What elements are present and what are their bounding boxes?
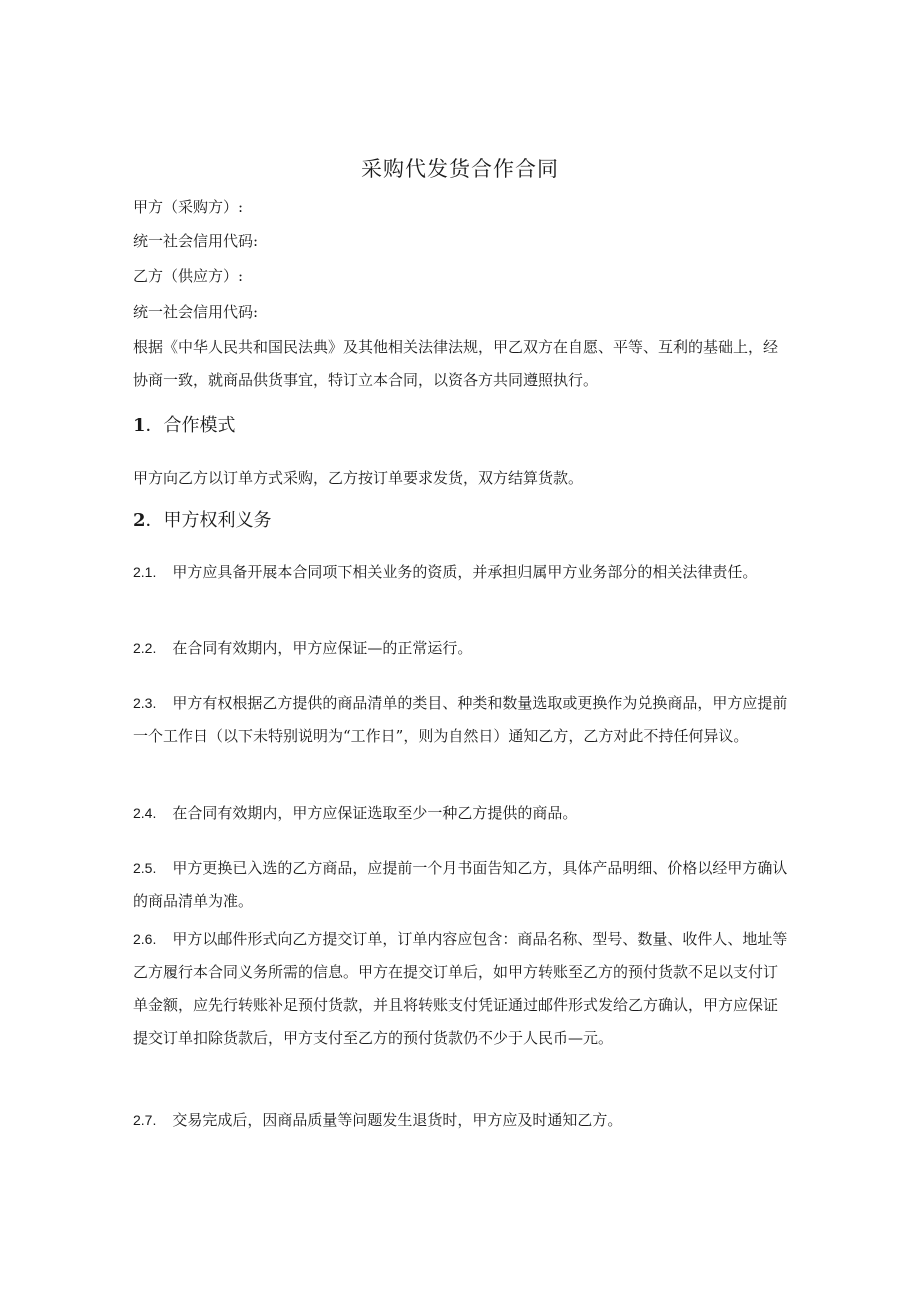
clause-2-2 xyxy=(133,632,788,665)
clause-text: 甲方更换已入选的乙方商品，应提前一个月书面告知乙方，具体产品明细、价格以经甲方确认的商品清单为准。 xyxy=(133,859,788,910)
clause-number: 2.6. xyxy=(133,931,157,947)
clause-text: 在合同有效期内，甲方应保证—的正常运行。 xyxy=(172,639,473,657)
clause-text: 交易完成后，因商品质量等问题发生退货时，甲方应及时通知乙方。 xyxy=(172,1111,623,1129)
credit-code-b-label: 统一社会信用代码: xyxy=(133,303,259,321)
clause-2-6 xyxy=(133,923,788,1055)
document-title: 采购代发货合作合同 xyxy=(361,157,559,181)
section-1-title: ．合作模式 xyxy=(145,415,236,436)
clause-number: 2.3. xyxy=(133,695,157,711)
party-b-label: 乙方（供应方）: xyxy=(133,267,244,285)
section-1-body: 甲方向乙方以订单方式采购，乙方按订单要求发货，双方结算货款。 xyxy=(133,469,584,487)
clause-2-5 xyxy=(133,852,788,918)
clause-2-1 xyxy=(133,556,788,589)
clause-number: 2.4. xyxy=(133,805,157,821)
clause-2-7 xyxy=(133,1104,788,1137)
section-1-heading xyxy=(133,413,793,439)
section-2-title: ．甲方权利义务 xyxy=(145,510,272,531)
credit-code-a-label: 统一社会信用代码: xyxy=(133,232,259,250)
party-a-label: 甲方（采购方）: xyxy=(133,198,244,216)
section-1-number: 1 xyxy=(133,415,146,436)
clause-number: 2.2. xyxy=(133,640,157,656)
clause-number: 2.7. xyxy=(133,1112,157,1128)
clause-2-4 xyxy=(133,797,788,830)
clause-text: 甲方有权根据乙方提供的商品清单的类目、种类和数量选取或更换作为兑换商品，甲方应提前一个工作日（以下未特别说明为“工作日”，则为自然日）通知乙方，乙方对此不持任何异议。 xyxy=(133,694,788,745)
clause-text: 甲方以邮件形式向乙方提交订单，订单内容应包含：商品名称、型号、数量、收件人、地址等乙方履行本合同义务所需的信息。甲方在提交订单后，如甲方转账至乙方的预付货款不足以支付订单金额，应先行转账补足预付货款，并且将转账支付凭证通过邮件形式发给乙方确认，甲方应保证提交订单扣除货款后，甲方支付至乙方的预付货款仍不少于人民币—元。 xyxy=(133,930,788,1047)
clause-number: 2.1. xyxy=(133,564,157,580)
clause-text: 甲方应具备开展本合同项下相关业务的资质，并承担归属甲方业务部分的相关法律责任。 xyxy=(172,563,758,581)
clause-text: 在合同有效期内，甲方应保证选取至少一种乙方提供的商品。 xyxy=(172,804,578,822)
section-2-heading xyxy=(133,508,793,534)
preamble-paragraph: 根据《中华人民共和国民法典》及其他相关法律法规，甲乙双方在自愿、平等、互利的基础上，经协商一致，就商品供货事宜，特订立本合同，以资各方共同遵照执行。 xyxy=(133,338,779,389)
clause-2-3 xyxy=(133,687,788,753)
section-2-number: 2 xyxy=(133,510,146,531)
clause-number: 2.5. xyxy=(133,860,157,876)
